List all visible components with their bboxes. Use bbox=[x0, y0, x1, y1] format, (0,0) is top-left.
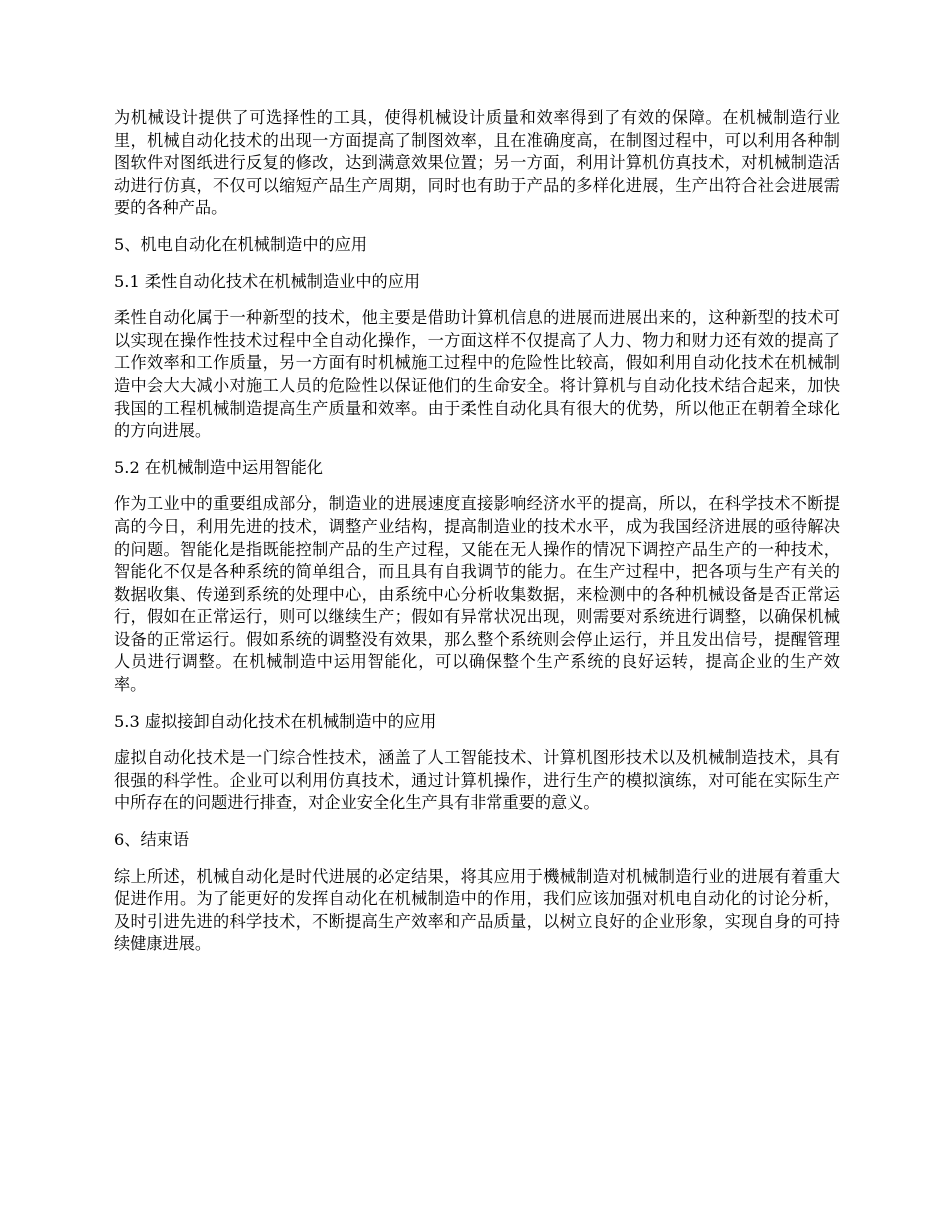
paragraph-virtual-automation: 虚拟自动化技术是一门综合性技术，涵盖了人工智能技术、计算机图形技术以及机械制造技术，具有很强的科学性。企业可以利用仿真技术，通过计算机操作，进行生产的模拟演练，对可能在实际生产中所存在的问题进行排查，对企业安全化生产具有非常重要的意义。 bbox=[114, 748, 840, 813]
document-body bbox=[114, 107, 840, 970]
subsection-heading-5-2: 5.2 在机械制造中运用智能化 bbox=[114, 457, 323, 477]
section-heading-6: 6、结束语 bbox=[114, 830, 190, 850]
section-heading-5: 5、机电自动化在机械制造中的应用 bbox=[114, 234, 368, 254]
paragraph-flexible-automation: 柔性自动化属于一种新型的技术，他主要是借助计算机信息的进展而进展出来的，这种新型的技术可以实现在操作性技术过程中全自动化操作，一方面这样不仅提高了人力、物力和财力还有效的提高了工作效率和工作质量，另一方面有时机械施工过程中的危险性比较高，假如利用自动化技术在机械制造中会大大减小对施工人员的危险性以保证他们的生命安全。将计算机与自动化技术结合起来，加快我国的工程机械制造提高生产质量和效率。由于柔性自动化具有很大的优势，所以他正在朝着全球化的方向进展。 bbox=[114, 308, 840, 441]
subsection-heading-5-1: 5.1 柔性自动化技术在机械制造业中的应用 bbox=[114, 271, 421, 291]
subsection-heading-5-3: 5.3 虚拟接卸自动化技术在机械制造中的应用 bbox=[114, 711, 437, 731]
paragraph-intelligent-manufacturing: 作为工业中的重要组成部分，制造业的进展速度直接影响经济水平的提高，所以，在科学技术不断提高的今日，利用先进的技术，调整产业结构，提高制造业的技术水平，成为我国经济进展的亟待解决的问题。智能化是指既能控制产品的生产过程，又能在无人操作的情况下调控产品生产的一种技术，智能化不仅是各种系统的简单组合，而且具有自我调节的能力。在生产过程中，把各项与生产有关的数据收集、传递到系统的处理中心，由系统中心分析收集数据，来检测中的各种机械设备是否正常运行，假如在正常运行，则可以继续生产；假如有异常状况出现，则需要对系统进行调整，以确保机械设备的正常运行。假如系统的调整没有效果，那么整个系统则会停止运行，并且发出信号，提醒管理人员进行调整。在机械制造中运用智能化，可以确保整个生产系统的良好运转，提高企业的生产效率。 bbox=[114, 494, 840, 695]
paragraph-intro: 为机械设计提供了可选择性的工具，使得机械设计质量和效率得到了有效的保障。在机械制造行业里，机械自动化技术的出现一方面提高了制图效率，且在准确度高，在制图过程中，可以利用各种制图软件对图纸进行反复的修改，达到满意效果位置；另一方面，利用计算机仿真技术，对机械制造活动进行仿真，不仅可以缩短产品生产周期，同时也有助于产品的多样化进展，生产出符合社会进展需要的各种产品。 bbox=[114, 108, 840, 218]
paragraph-conclusion: 综上所述，机械自动化是时代进展的必定结果，将其应用于機械制造对机械制造行业的进展有着重大促进作用。为了能更好的发挥自动化在机械制造中的作用，我们应该加强对机电自动化的讨论分析，及时引进先进的科学技术，不断提高生产效率和产品质量，以树立良好的企业形象，实现自身的可持续健康进展。 bbox=[114, 866, 840, 954]
